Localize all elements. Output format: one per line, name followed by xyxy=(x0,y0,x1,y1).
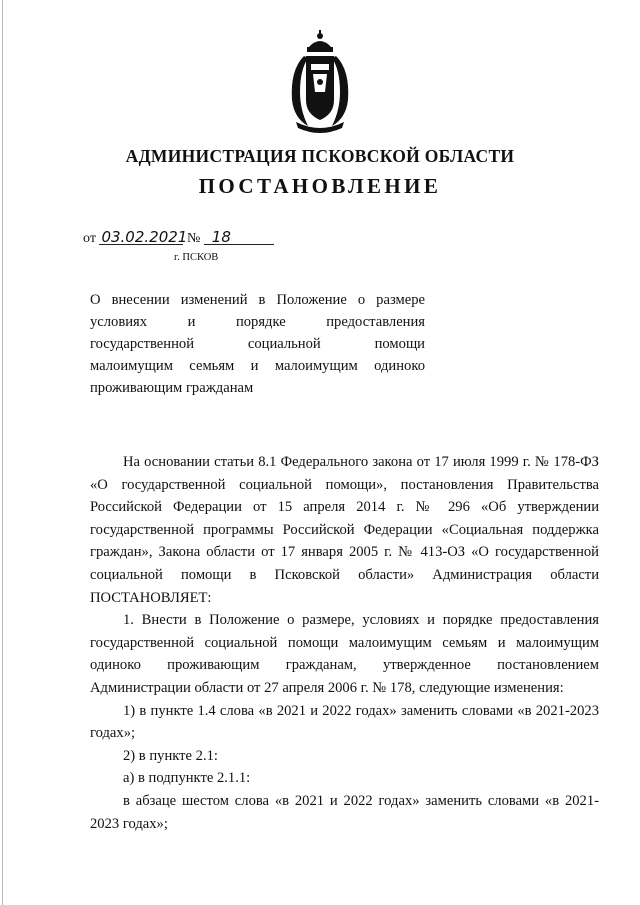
number-prefix: № xyxy=(186,231,201,246)
preamble-paragraph: На основании статьи 8.1 Федерального закона от 17 июля 1999 г. № 178-ФЗ «О государственной социальной помощи», постановления Правительства Российской Федерации от 15 апреля 2014 г. № 296 «Об утверждении государственной программы Российской Федерации «Социальная поддержка граждан», Закона области от 17 января 2005 г. № 413-ОЗ «О государственной социальной помощи в Псковской области» Администрация области ПОСТАНОВЛЯЕТ: xyxy=(90,454,599,606)
date-number-line xyxy=(83,230,274,247)
subject-line: условиях и порядке предоставления xyxy=(90,314,425,330)
document-body xyxy=(90,451,599,835)
coat-of-arms-icon xyxy=(286,30,354,134)
page-edge xyxy=(2,0,3,905)
body-paragraph: в абзаце шестом слова «в 2021 и 2022 годах» заменить словами «в 2021-2023 годах»; xyxy=(90,792,599,832)
body-paragraph: а) в подпункте 2.1.1: xyxy=(123,770,251,787)
subject-line: государственной социальной помощи xyxy=(90,336,425,352)
city: г. ПСКОВ xyxy=(174,252,219,263)
document-date: 03.02.2021 xyxy=(101,228,188,246)
organization-title: АДМИНИСТРАЦИЯ ПСКОВСКОЙ ОБЛАСТИ xyxy=(125,146,515,166)
subject-line: малоимущим семьям и малоимущим одиноко xyxy=(90,358,425,374)
document-subject xyxy=(90,289,425,399)
body-paragraph: 2) в пункте 2.1: xyxy=(123,747,218,764)
subject-line: О внесении изменений в Положение о размере xyxy=(90,292,425,308)
body-paragraph: 1. Внести в Положение о размере, условиях и порядке предоставления государственной социальной помощи малоимущим семьям и малоимущим одиноко проживающим гражданам, утвержденное постановлением Администрации области от 27 апреля 2006 г. № 178, следующие изменения: xyxy=(90,612,599,696)
document-number: 18 xyxy=(204,230,274,245)
date-prefix: от xyxy=(83,231,96,246)
body-paragraph: 1) в пункте 1.4 слова «в 2021 и 2022 годах» заменить словами «в 2021-2023 годах»; xyxy=(90,702,599,742)
document-type: ПОСТАНОВЛЕНИЕ xyxy=(198,174,442,198)
subject-line: проживающим гражданам xyxy=(90,380,254,396)
